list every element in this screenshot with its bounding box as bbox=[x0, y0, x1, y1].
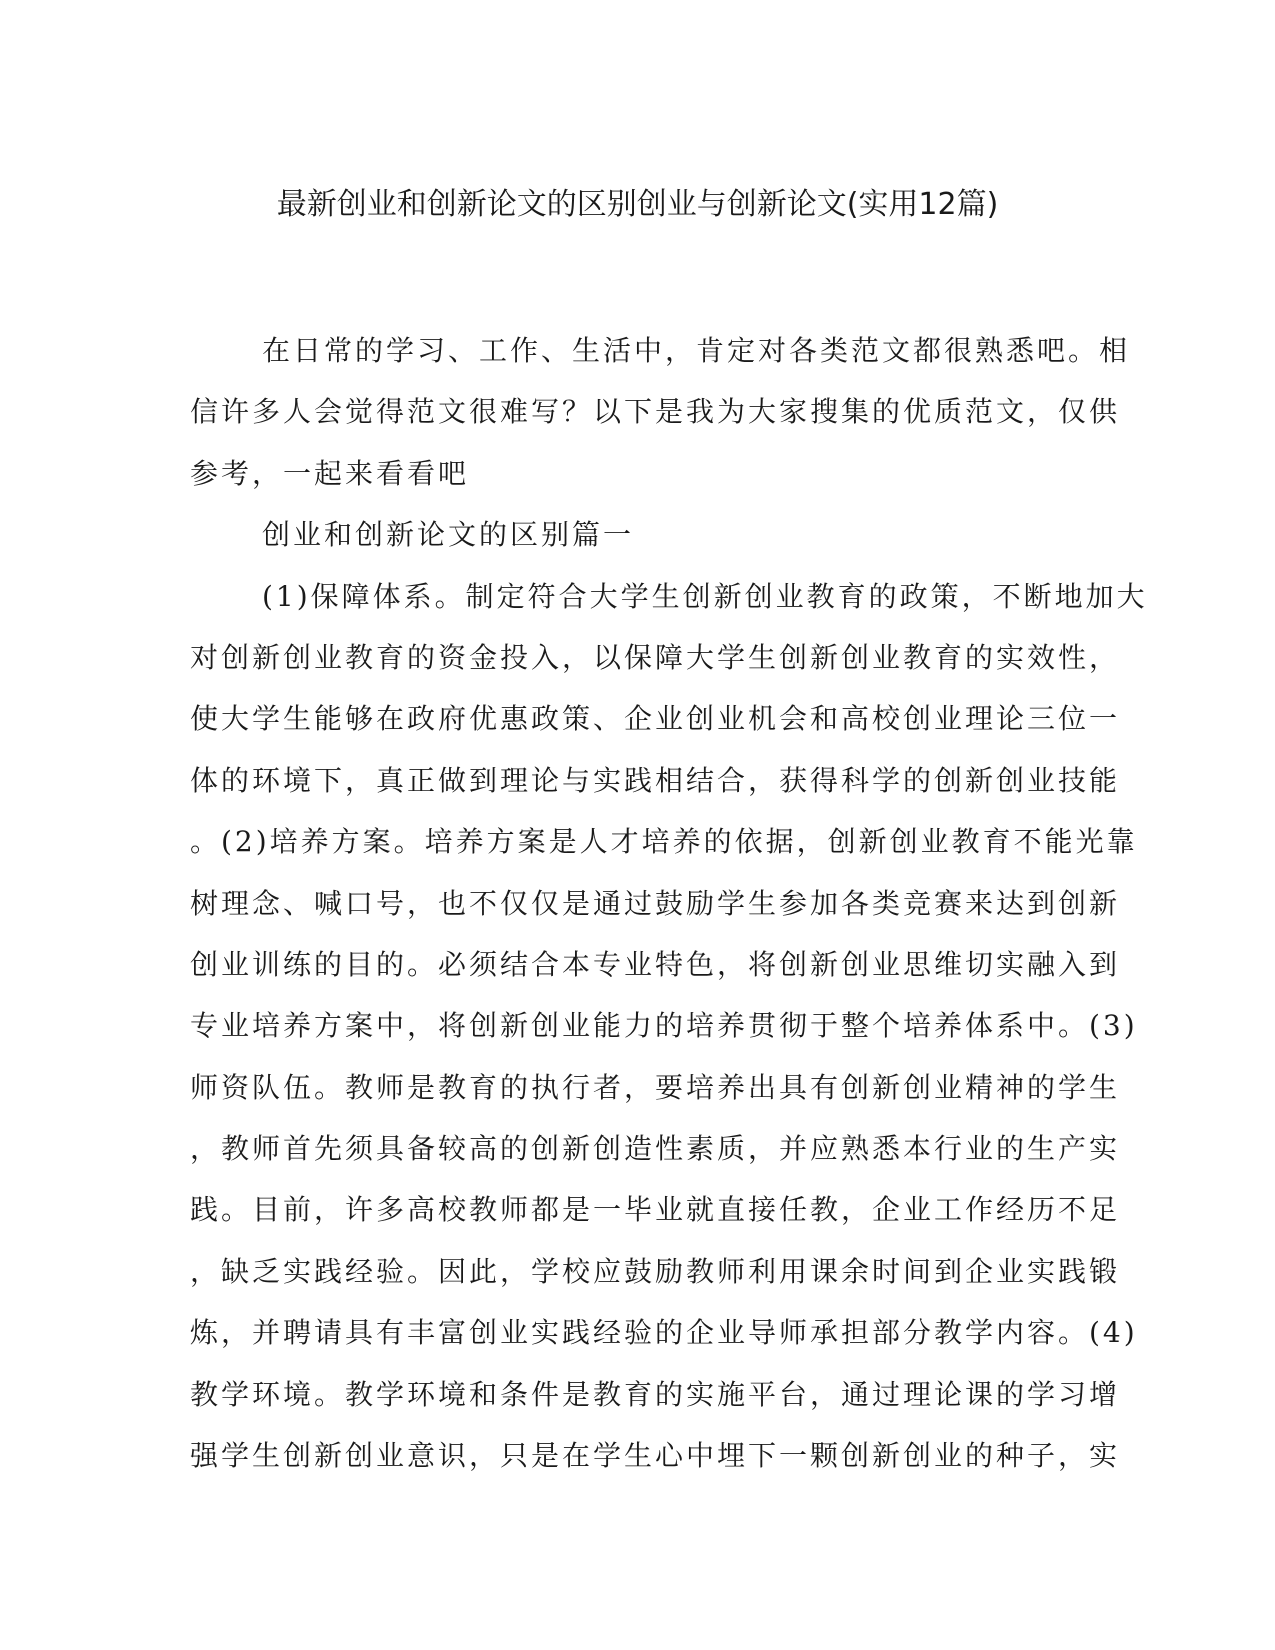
text-line: 对创新创业教育的资金投入，以保障大学生创新创业教育的实效性， bbox=[190, 640, 1121, 674]
text-line: 树理念、喊口号，也不仅仅是通过鼓励学生参加各类竞赛来达到创新 bbox=[190, 886, 1121, 920]
text-line: 炼，并聘请具有丰富创业实践经验的企业导师承担部分教学内容。(4) bbox=[190, 1316, 1138, 1350]
text-line: 创业训练的目的。必须结合本专业特色，将创新创业思维切实融入到 bbox=[190, 947, 1121, 981]
text-line: 使大学生能够在政府优惠政策、企业创业机会和高校创业理论三位一 bbox=[190, 702, 1121, 736]
text-line: (1)保障体系。制定符合大学生创新创业教育的政策，不断地加大 bbox=[262, 579, 1148, 613]
document-title: 最新创业和创新论文的区别创业与创新论文(实用12篇) bbox=[276, 187, 999, 222]
text-line: 。(2)培养方案。培养方案是人才培养的依据，创新创业教育不能光靠 bbox=[190, 825, 1138, 859]
text-line: 教学环境。教学环境和条件是教育的实施平台，通过理论课的学习增 bbox=[190, 1377, 1121, 1411]
text-line: 创业和创新论文的区别篇一 bbox=[262, 518, 635, 552]
document-body bbox=[190, 320, 1148, 1486]
text-line: 信许多人会觉得范文很难写？以下是我为大家搜集的优质范文，仅供 bbox=[190, 395, 1121, 429]
text-line: ，缺乏实践经验。因此，学校应鼓励教师利用课余时间到企业实践锻 bbox=[190, 1254, 1121, 1288]
text-line: 参考，一起来看看吧 bbox=[190, 456, 470, 490]
text-line: 体的环境下，真正做到理论与实践相结合，获得科学的创新创业技能 bbox=[190, 763, 1121, 797]
text-line: 践。目前，许多高校教师都是一毕业就直接任教，企业工作经历不足 bbox=[190, 1193, 1121, 1227]
text-line: ，教师首先须具备较高的创新创造性素质，并应熟悉本行业的生产实 bbox=[190, 1132, 1121, 1166]
text-line: 在日常的学习、工作、生活中，肯定对各类范文都很熟悉吧。相 bbox=[262, 334, 1131, 367]
text-line: 强学生创新创业意识，只是在学生心中埋下一颗创新创业的种子，实 bbox=[190, 1439, 1121, 1473]
text-line: 师资队伍。教师是教育的执行者，要培养出具有创新创业精神的学生 bbox=[190, 1070, 1121, 1104]
text-line: 专业培养方案中，将创新创业能力的培养贯彻于整个培养体系中。(3) bbox=[190, 1009, 1138, 1043]
